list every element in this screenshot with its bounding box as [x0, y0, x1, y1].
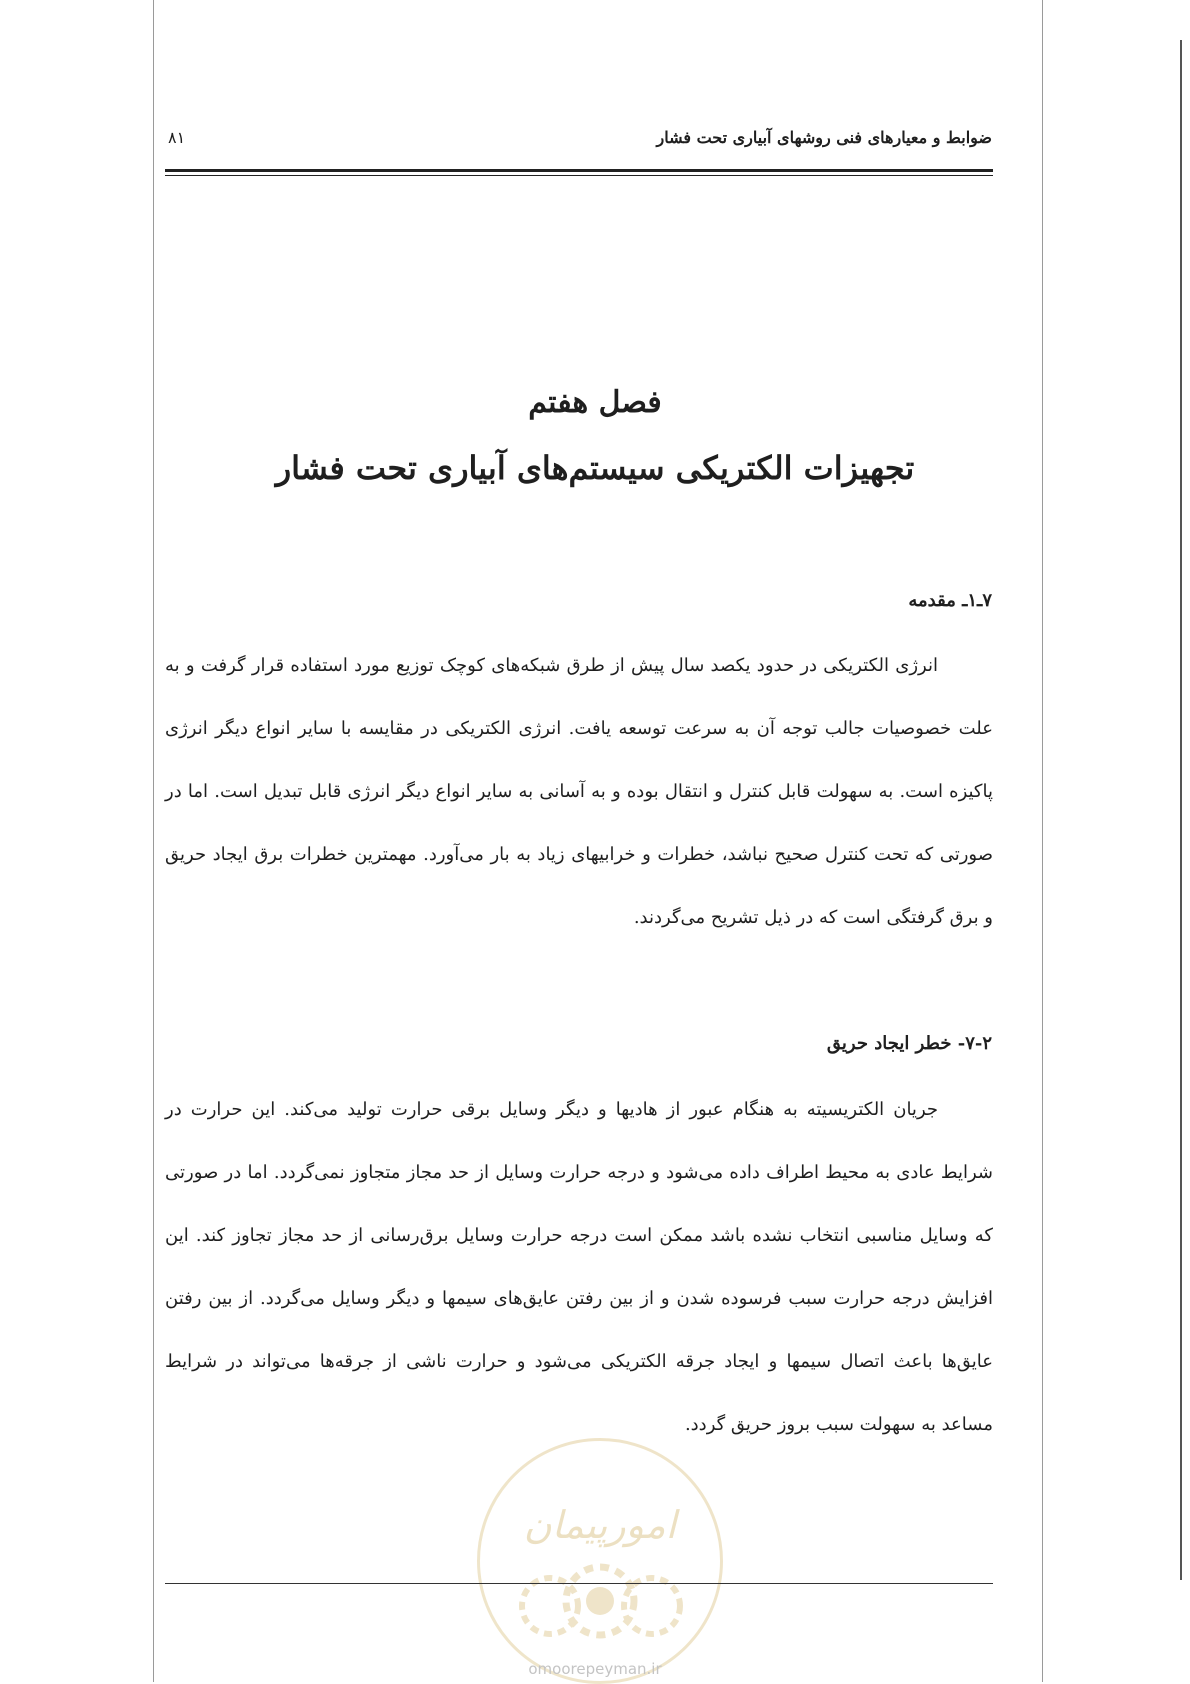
section-body-fire-hazard: جریان الکتریسیته به هنگام عبور از هادیها و دیگر وسایل برقی حرارت تولید می‌کند. این حرارت در شرایط عادی به محیط اطراف داده می‌شود و درجه حرارت وسایل از حد مجاز متجاوز نمی‌گردد. اما در صورتی که وسایل مناسبی انتخاب نشده باشد ممکن است درجه حرارت وسایل برق‌رسانی از حد مجاز تجاوز کند. این افزایش درجه حرارت سبب فرسوده شدن و از بین رفتن عایق‌های سیمها و دیگر وسایل می‌گردد. از بین رفتن عایق‌ها باعث اتصال سیمها و ایجاد جرقه الکتریکی می‌شود و حرارت ناشی از جرقه‌ها می‌تواند در شرایط مساعد به سهولت سبب بروز حریق گردد. [165, 1099, 993, 1435]
scan-line-right [1042, 0, 1043, 1682]
page-edge-right [1180, 40, 1182, 1580]
header-rule-thick [165, 169, 993, 172]
watermark-seal-text: امورپیمان [523, 1503, 677, 1547]
chapter-label: فصل هفتم [528, 385, 662, 420]
section-body-introduction: انرژی الکتریکی در حدود یکصد سال پیش از طرق شبکه‌های کوچک توزیع مورد استفاده قرار گرفت و به علت خصوصیات جالب توجه آن به سرعت توسعه یافت. انرژی الکتریکی در مقایسه با سایر انواع دیگر انرژی پاکیزه است. به سهولت قابل کنترل و انتقال بوده و به آسانی به سایر انواع دیگر انرژی قابل تبدیل است. اما در صورتی که تحت کنترل صحیح نباشد، خطرات و خرابیهای زیاد به بار می‌آورد. مهمترین خطرات برق ایجاد حریق و برق گرفتگی است که در ذیل تشریح می‌گردند. [165, 655, 993, 928]
page-number: ۸۱ [168, 128, 186, 147]
watermark-seal-logo [477, 1438, 723, 1684]
footer-rule [165, 1583, 993, 1584]
section-heading-introduction: ۷ـ۱ـ مقدمه [908, 590, 992, 611]
section-heading-fire-hazard: ۷-۲- خطر ایجاد حریق [826, 1033, 992, 1054]
chapter-title: تجهیزات الکتریکی سیستم‌های آبیاری تحت فشار [275, 449, 915, 487]
gear-icon [480, 1441, 720, 1681]
running-header-title: ضوابط و معیارهای فنی روشهای آبیاری تحت فشار [656, 128, 992, 147]
watermark-url: omoorepeyman.ir [528, 1660, 662, 1678]
header-rule-thin [165, 175, 993, 176]
scan-line-left [153, 0, 154, 1682]
